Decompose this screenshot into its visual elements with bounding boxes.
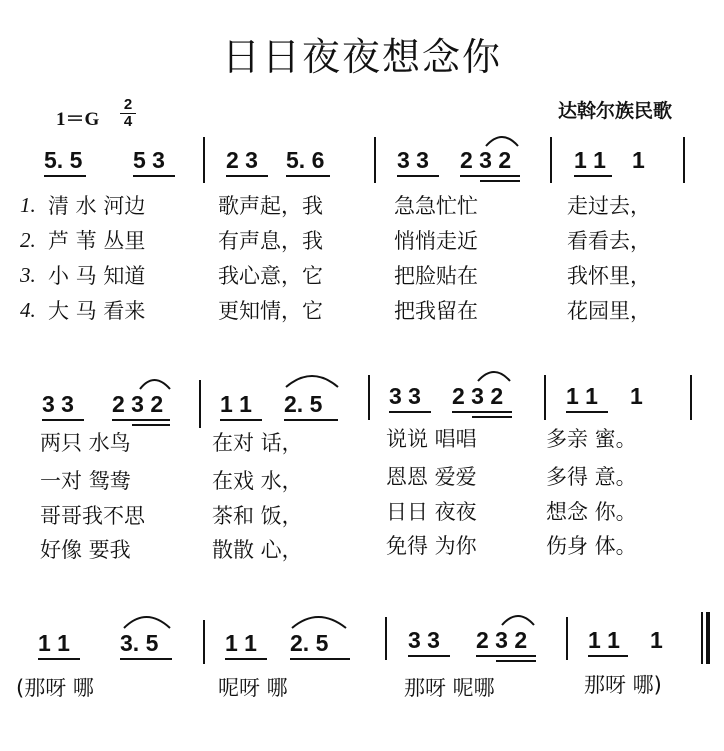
verse-number: 1.	[20, 193, 36, 217]
lyric-phrase: 看看去，	[567, 229, 651, 253]
note-group: 3 3	[42, 391, 74, 417]
slur	[292, 617, 346, 628]
time-denominator: 4	[123, 113, 133, 130]
lyric-phrase: 有声息，我	[218, 229, 323, 253]
lyric-phrase: 免得 为你	[386, 534, 477, 558]
attribution: 达斡尔族民歌	[557, 100, 672, 122]
lyric-phrase: 芦 苇 丛里	[48, 229, 146, 253]
lyric-phrase: 多得 意。	[546, 465, 637, 489]
lyric-phrase: 悄悄走近	[394, 229, 478, 253]
verse-number: 2.	[20, 228, 36, 252]
lyric-phrase: 小 马 知道	[48, 264, 146, 288]
note-group: 3 3	[389, 383, 421, 409]
verse-number: 3.	[20, 263, 36, 287]
note-group: 2 3 2	[452, 383, 504, 409]
note-group: 1 1	[574, 147, 606, 173]
note-group: 5 3	[133, 147, 165, 173]
lyric-phrase: 好像 要我	[40, 538, 131, 562]
lyric-phrase: 呢呀 哪	[218, 676, 288, 700]
song-title: 日日夜夜想念你	[221, 35, 502, 79]
lyric-phrase: 走过去，	[567, 194, 651, 218]
key-signature: 1＝G	[56, 109, 100, 130]
lyric-phrase: 散散 心，	[212, 538, 303, 562]
lyric-phrase: 日日 夜夜	[386, 500, 477, 524]
note-group: 5. 6	[286, 147, 325, 173]
lyric-phrase: 更知情，它	[218, 299, 323, 323]
lyric-phrase: 说说 唱唱	[386, 427, 477, 451]
lyric-phrase: 那呀 哪)	[584, 673, 662, 697]
time-numerator: 2	[123, 96, 133, 113]
lyric-phrase: 在对 话，	[212, 431, 303, 455]
note-group: 3 3	[408, 627, 440, 653]
lyric-phrase: 我心意，它	[218, 264, 323, 288]
note-group: 1 1	[225, 630, 257, 656]
lyric-phrase: 想念 你。	[546, 500, 637, 524]
lyric-phrase: 清 水 河边	[48, 194, 146, 218]
note-group: 1	[632, 147, 645, 173]
note-group: 1 1	[588, 627, 620, 653]
note-group: 1	[650, 627, 663, 653]
note-group: 3 3	[397, 147, 429, 173]
lyric-phrase: 我怀里，	[567, 264, 651, 288]
lyric-phrase: 多亲 蜜。	[546, 427, 637, 451]
note-group: 2 3 2	[460, 147, 512, 173]
lyric-phrase: 歌声起，我	[218, 194, 323, 218]
lyric-phrase: 一对 鸳鸯	[40, 469, 131, 493]
lyric-phrase: 那呀 呢哪	[404, 676, 495, 700]
verse-number: 4.	[20, 298, 36, 322]
lyric-phrase: 两只 水鸟	[40, 431, 131, 455]
note-group: 2 3 2	[476, 627, 528, 653]
note-group: 5. 5	[44, 147, 83, 173]
lyric-phrase: 茶和 饭，	[212, 504, 303, 528]
note-group: 2. 5	[284, 391, 323, 417]
note-group: 1	[630, 383, 643, 409]
lyric-phrase: 哥哥我不思	[40, 504, 145, 528]
note-group: 2 3	[226, 147, 258, 173]
slur	[478, 372, 510, 381]
lyric-phrase: 恩恩 爱爱	[386, 465, 477, 489]
lyric-phrase: 把脸贴在	[394, 264, 478, 288]
lyric-phrase: 花园里，	[567, 299, 651, 323]
slur	[502, 616, 534, 625]
note-group: 2. 5	[290, 630, 329, 656]
lyric-phrase: 伤身 体。	[546, 534, 637, 558]
note-group: 1 1	[220, 391, 252, 417]
slur	[486, 137, 518, 146]
lyric-phrase: 急急忙忙	[394, 194, 478, 218]
note-group: 3. 5	[120, 630, 159, 656]
note-group: 1 1	[566, 383, 598, 409]
note-group: 1 1	[38, 630, 70, 656]
lyric-phrase: 大 马 看来	[48, 299, 146, 323]
lyric-phrase: 在戏 水，	[212, 469, 303, 493]
slur	[286, 376, 338, 387]
slur	[140, 380, 170, 389]
lyric-phrase: (那呀 哪	[16, 676, 94, 700]
lyric-phrase: 把我留在	[394, 299, 478, 323]
slur	[124, 617, 170, 628]
note-group: 2 3 2	[112, 391, 164, 417]
